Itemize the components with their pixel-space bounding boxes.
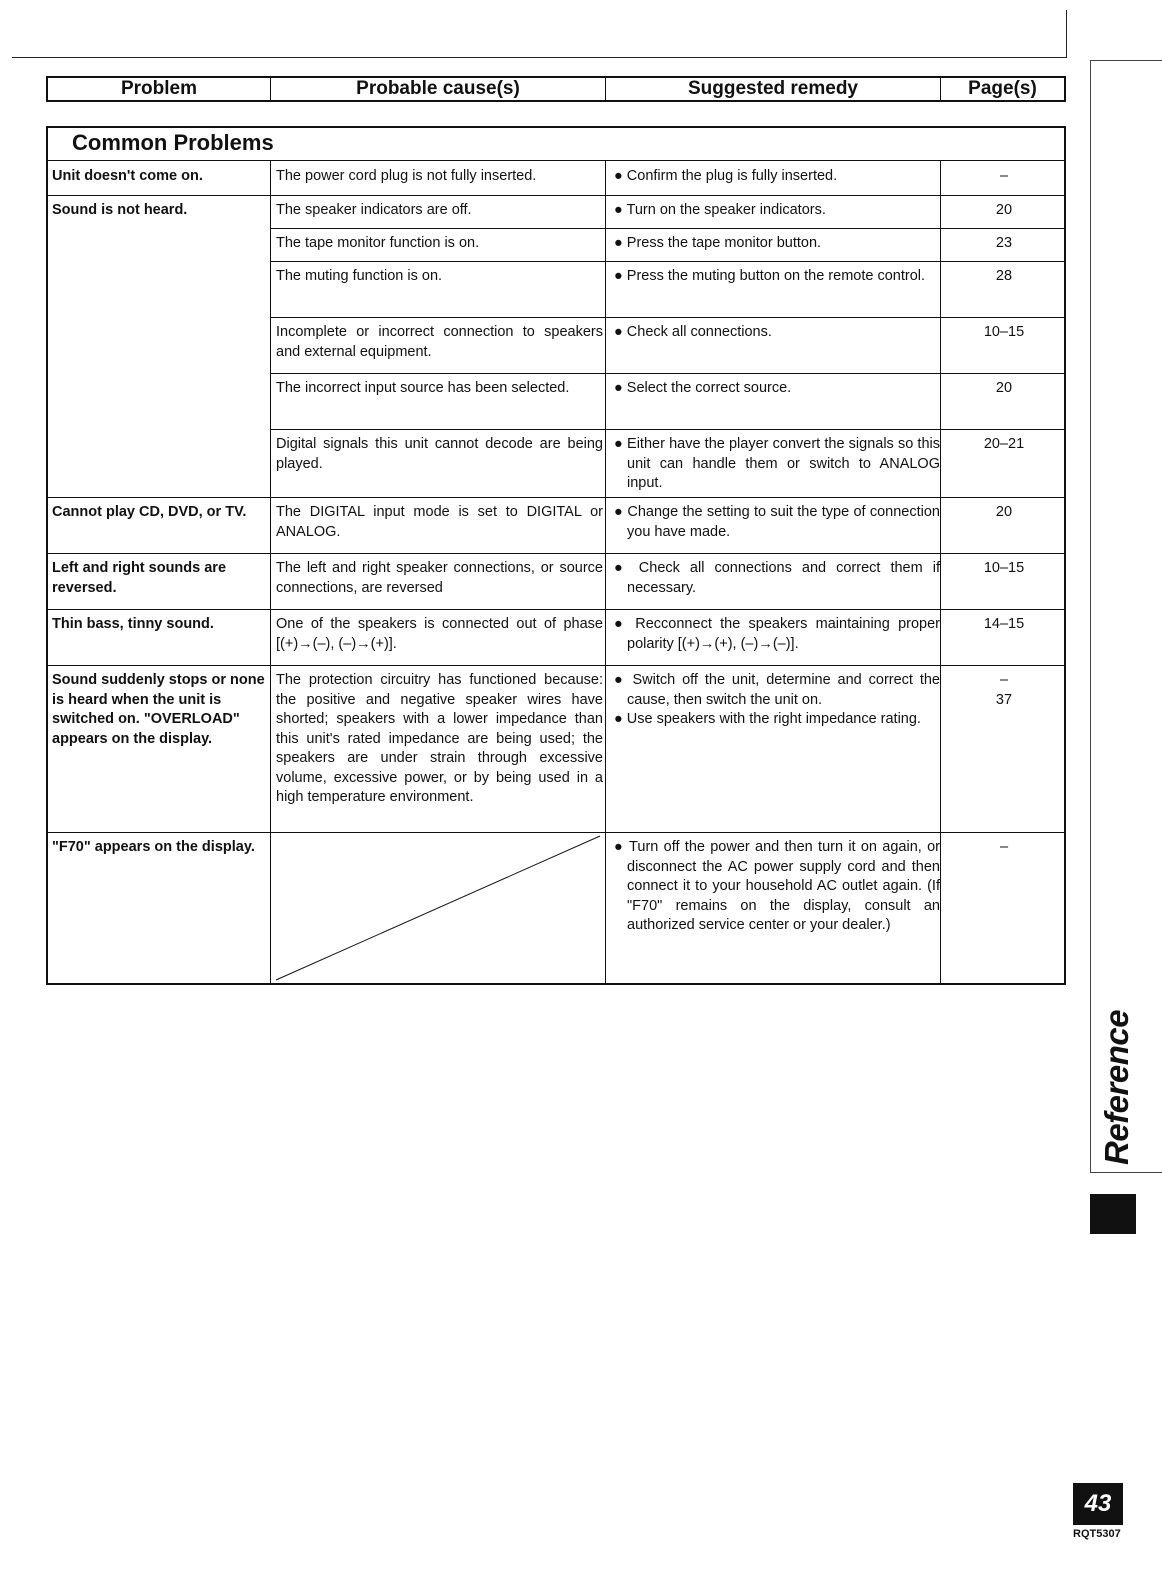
remedy-item: ● Turn on the speaker indicators. [614,202,826,218]
page-ref-value: 14–15 [983,616,1025,632]
page-reference [945,234,1063,254]
remedy-cell [614,379,940,399]
header-cause: Probable cause(s) [356,78,520,99]
cause-cell: The tape monitor function is on. [276,235,480,251]
remedy-cell [614,234,940,254]
document-code: RQT5307 [1073,1528,1121,1540]
side-rule-bottom [1090,1172,1162,1173]
cause-cell: One of the speakers is connected out of phase [(+)→(–), (–)→(+)]. [276,616,603,652]
page-reference [945,671,1063,710]
remedy-cell [614,671,940,730]
cause-cell: The muting function is on. [276,268,443,284]
problem-label: Left and right sounds are reversed. [52,560,227,596]
problem-label: Unit doesn't come on. [52,168,203,184]
section-title: Common Problems [48,128,1064,161]
page-reference [945,201,1063,221]
troubleshooting-table [46,126,1066,985]
remedy-item: ● Confirm the plug is fully inserted. [614,168,838,184]
remedy-cell [614,559,940,598]
remedy-item: ● Press the muting button on the remote control. [614,268,926,284]
page-ref-value: – [999,672,1009,688]
header-remedy: Suggested remedy [688,78,858,99]
page-ref-value: – [999,168,1009,184]
page-reference [945,323,1063,343]
cause-cell: The DIGITAL input mode is set to DIGITAL or ANALOG. [276,504,603,540]
page-reference [945,379,1063,399]
page-reference [945,267,1063,287]
page-reference [945,167,1063,187]
header-pages: Page(s) [968,78,1037,99]
side-rule-vertical [1090,60,1091,1172]
cause-cell: The incorrect input source has been selected. [276,380,570,396]
side-tab-reference: Reference [1098,1009,1135,1165]
remedy-cell [614,323,940,343]
remedy-item: ● Use speakers with the right impedance rating. [614,711,921,727]
page-ref-value: – [999,839,1009,855]
remedy-item: ● Check all connections. [614,324,772,340]
page-ref-value: 20 [995,202,1013,218]
column-header-bar [46,76,1066,102]
problem-label: "F70" appears on the display. [52,839,255,855]
page-ref-value: 20 [995,504,1013,520]
page-reference [945,503,1063,523]
cause-cell: The protection circuitry has functioned because: the positive and negative speaker wires have shorted; speakers with a lower impedance than this unit's rated impedance are being used; the speakers are under strain through excessive volume, excessive power, or by being used in a high temperature environment. [276,672,603,805]
cause-cell: Digital signals this unit cannot decode are being played. [276,436,603,472]
problem-label: Thin bass, tinny sound. [52,616,214,632]
page-ref-value: 28 [995,268,1013,284]
page-ref-value: 10–15 [983,324,1025,340]
remedy-cell [614,267,940,287]
page-reference [945,435,1063,455]
remedy-item: ● Either have the player convert the signals so this unit can handle them or switch to ANALOG input. [614,436,940,491]
table-body [48,161,1064,983]
remedy-item: ● Press the tape monitor button. [614,235,822,251]
remedy-item: ● Switch off the unit, determine and correct the cause, then switch the unit on. [614,672,940,708]
cause-cell: The left and right speaker connections, or source connections, are reversed [276,560,603,596]
side-rule [1090,60,1162,61]
remedy-item: ● Turn off the power and then turn it on again, or disconnect the AC power supply cord and then connect it to your household AC outlet again. (If "F70" remains on the display, consult an authorized service center or your dealer.) [614,839,940,933]
page-reference [945,615,1063,635]
top-rule-corner [1066,10,1067,58]
page-ref-value: 10–15 [983,560,1025,576]
top-rule [12,57,1067,58]
remedy-item: ● Select the correct source. [614,380,792,396]
remedy-cell [614,503,940,542]
remedy-cell [614,838,940,936]
not-applicable-diagonal [272,832,606,983]
remedy-item: ● Change the setting to suit the type of connection you have made. [614,504,940,540]
remedy-cell [614,615,940,654]
problem-label: Cannot play CD, DVD, or TV. [52,504,247,520]
page-number: 43 [1073,1483,1123,1525]
cause-cell: The speaker indicators are off. [276,202,472,218]
remedy-item: ● Check all connections and correct them if necessary. [614,560,940,596]
problem-label: Sound suddenly stops or none is heard when the unit is switched on. "OVERLOAD" appears on the display. [52,672,265,747]
problem-label: Sound is not heard. [52,202,188,218]
page-reference [945,559,1063,579]
remedy-cell [614,435,940,494]
cause-cell: The power cord plug is not fully inserted. [276,168,537,184]
page-ref-value: 23 [995,235,1013,251]
page-ref-value: 20 [995,380,1013,396]
header-problem: Problem [120,78,198,99]
remedy-item: ● Recconnect the speakers maintaining proper polarity [(+)→(+), (–)→(–)]. [614,616,940,652]
remedy-cell [614,201,940,221]
page-ref-value: 37 [995,691,1013,708]
page-reference [945,838,1063,858]
page-ref-value: 20–21 [983,436,1025,452]
remedy-cell [614,167,940,187]
side-tab-marker [1090,1194,1136,1234]
cause-cell: Incomplete or incorrect connection to speakers and external equipment. [276,324,603,360]
